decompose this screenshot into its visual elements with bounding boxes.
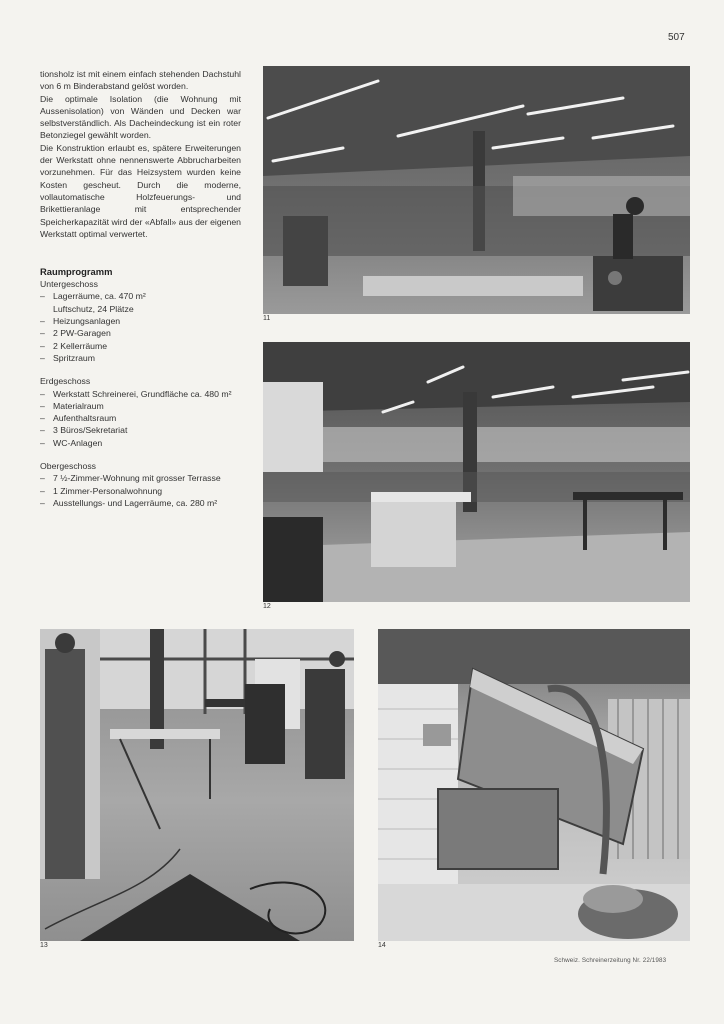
list-item: Luftschutz, 24 Plätze (53, 303, 134, 314)
text-column (40, 68, 241, 520)
workshop-photo-12 (263, 342, 690, 602)
workshop-photo-11 (263, 66, 690, 314)
subheading-obergeschoss: Obergeschoss (40, 461, 97, 472)
publication-footer: Schweiz. Schreinerzeitung Nr. 22/1983 (554, 957, 667, 964)
list-item: – 1 Zimmer-Personalwohnung (40, 485, 241, 497)
photo-caption-12: 12 (263, 603, 271, 610)
photo-caption-14: 14 (378, 942, 386, 949)
list-item: – Ausstellungs- und Lagerräume, ca. 280 m² (40, 497, 241, 509)
list-item: – 2 Kellerräume (40, 340, 241, 352)
list-item: – Spritzraum (40, 352, 241, 364)
list-erdgeschoss (40, 388, 241, 449)
subheading-untergeschoss: Untergeschoss (40, 279, 98, 290)
workshop-photo-14 (378, 629, 690, 941)
section-heading-raumprogramm: Raumprogramm (40, 266, 113, 278)
intro-paragraph: Die optimale Isolation (die Wohnung mit Aussenisolation) von Wänden und Decken war selbstverständlich. Als Dacheindeckung ist ein roter Betonziegel gewählt worden. (40, 93, 241, 141)
subheading-erdgeschoss: Erdgeschoss (40, 376, 91, 387)
list-item: – Heizungsanlagen (40, 315, 241, 327)
photo-caption-13: 13 (40, 942, 48, 949)
list-obergeschoss (40, 472, 241, 509)
list-item: – 2 PW-Garagen (40, 327, 241, 339)
list-untergeschoss (40, 290, 241, 364)
page-number: 507 (668, 32, 685, 43)
intro-paragraph: Die Konstruktion erlaubt es, spätere Erweiterungen der Werkstatt ohne nennenswerte Abbrucharbeiten vorzunehmen. Für das Heizsystem wurden keine Kosten gescheut. Durch die moderne, vollautomatische Holzfeuerungs- und Brikettieranlage mit entsprechender Speicherkapazität wird der «Abfall» aus der eigenen Werkstatt optimal verwertet. (40, 142, 241, 239)
photo-caption-11: 11 (263, 315, 271, 322)
workshop-photo-13 (40, 629, 354, 941)
list-item: – Lagerräume, ca. 470 m² (40, 290, 241, 302)
list-item: – 7 ½-Zimmer-Wohnung mit grosser Terrasse (40, 472, 241, 484)
list-item: – Aufenthaltsraum (40, 412, 241, 424)
list-item: – Materialraum (40, 400, 241, 412)
list-item: – WC-Anlagen (40, 437, 241, 449)
intro-paragraph: tionsholz ist mit einem einfach stehenden Dachstuhl von 6 m Binderabstand gelöst worden. (40, 69, 241, 92)
list-item: – Werkstatt Schreinerei, Grundfläche ca. 480 m² (40, 388, 241, 400)
list-item: – 3 Büros/Sekretariat (40, 424, 241, 436)
